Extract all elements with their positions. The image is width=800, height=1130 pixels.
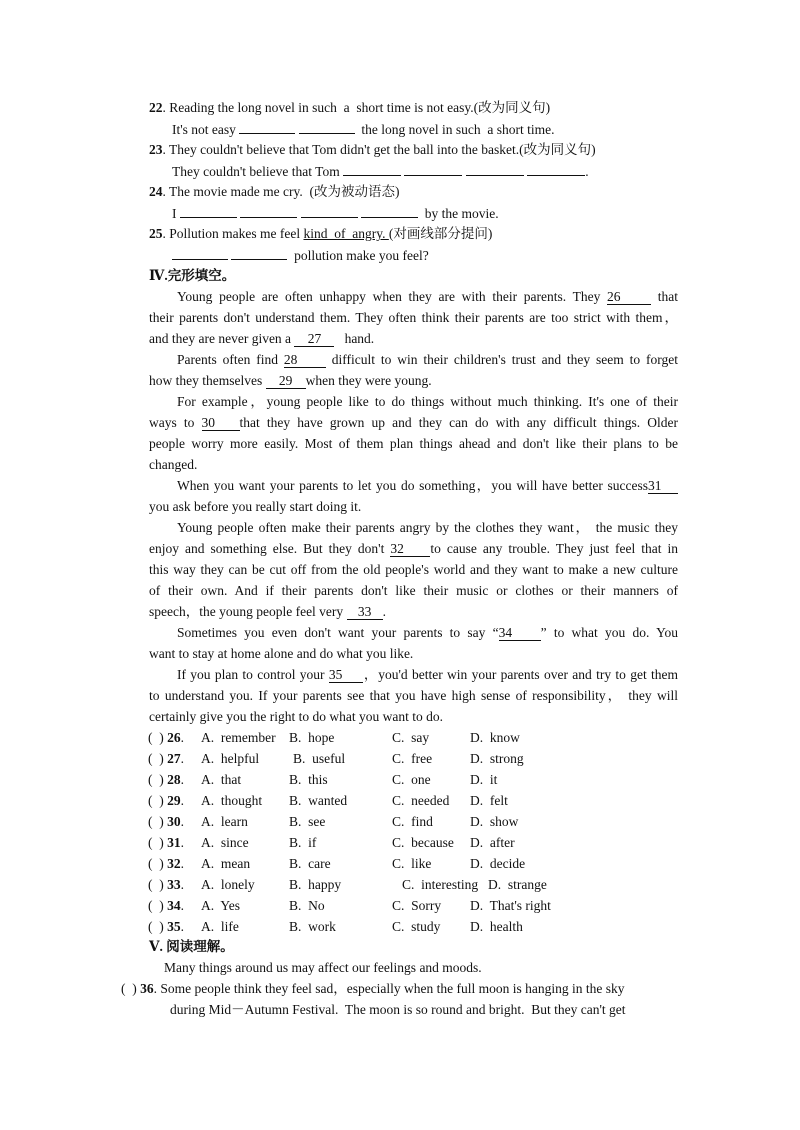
option-d[interactable]: D. strange xyxy=(488,877,547,892)
cloze-gap-30[interactable]: 30 xyxy=(202,416,240,431)
question-36: ( ) 36. Some people think they feel sad，especially when the full moon is hanging in the sky xyxy=(121,981,625,996)
option-d[interactable]: D. after xyxy=(470,835,515,850)
answer-paren[interactable]: ( ) xyxy=(148,772,164,787)
question-number: 28 xyxy=(167,772,181,787)
answer-blank[interactable] xyxy=(466,162,524,176)
option-d[interactable]: D. decide xyxy=(470,856,526,871)
option-row-number: ( ) 32. xyxy=(148,856,184,871)
cloze-line: this way they can be cut off from the old people's world and they want to make a new culture xyxy=(149,562,678,577)
question-number: 24 xyxy=(149,184,163,199)
option-c[interactable]: C. interesting xyxy=(402,877,479,892)
option-row-number: ( ) 30. xyxy=(148,814,184,829)
question-number: 22 xyxy=(149,100,163,115)
cloze-gap-27[interactable]: 27 xyxy=(294,332,334,347)
cloze-gap-29[interactable]: 29 xyxy=(266,374,306,389)
question-number: 23 xyxy=(149,142,163,157)
cloze-gap-26[interactable]: 26 xyxy=(607,290,651,305)
answer-blank[interactable] xyxy=(361,204,418,218)
cloze-gap-32[interactable]: 32 xyxy=(390,542,430,557)
reading-intro: Many things around us may affect our feelings and moods. xyxy=(164,960,482,975)
option-a[interactable]: A. life xyxy=(201,919,239,934)
option-d[interactable]: D. felt xyxy=(470,793,508,808)
option-a[interactable]: A. helpful xyxy=(201,751,260,766)
answer-line-24: I by the movie. xyxy=(172,206,499,221)
question-23 xyxy=(149,141,596,159)
section-title: Ⅴ. 阅读理解。 xyxy=(149,939,234,954)
question-number: 31 xyxy=(167,835,181,850)
cloze-line: When you want your parents to let you do something，you will have better success31 xyxy=(177,477,678,495)
option-b[interactable]: B. No xyxy=(289,898,325,913)
answer-paren[interactable]: ( ) xyxy=(148,877,164,892)
cloze-line: Young people are often unhappy when they are with their parents. They 26 that xyxy=(177,289,678,304)
answer-line-25: pollution make you feel? xyxy=(172,246,429,265)
option-row-number: ( ) 35. xyxy=(148,919,184,934)
option-row-number: ( ) 27. xyxy=(148,751,184,766)
option-b[interactable]: B. wanted xyxy=(289,793,348,808)
answer-blank[interactable] xyxy=(239,120,295,134)
option-b[interactable]: B. this xyxy=(289,772,328,787)
cloze-line: and they are never given a 27 hand. xyxy=(149,331,375,346)
answer-blank[interactable] xyxy=(299,120,355,134)
cloze-line: Young people often make their parents angry by the clothes they want， the music they xyxy=(177,520,678,535)
option-b[interactable]: B. work xyxy=(289,919,336,934)
question-number: 25 xyxy=(149,226,163,241)
answer-paren[interactable]: ( ) xyxy=(148,730,164,745)
option-b[interactable]: B. happy xyxy=(289,877,342,892)
option-a[interactable]: A. mean xyxy=(201,856,251,871)
cloze-line: enjoy and something else. But they don't 32 to cause any trouble. They just feel that in xyxy=(149,541,679,556)
option-b[interactable]: B. care xyxy=(289,856,331,871)
underlined-phrase: kind of angry. xyxy=(303,226,389,241)
answer-blank[interactable] xyxy=(172,246,228,260)
question-24 xyxy=(149,183,399,201)
option-a[interactable]: A. remember xyxy=(201,730,276,745)
option-row-number: ( ) 29. xyxy=(148,793,184,808)
cloze-line: Parents often find 28 difficult to win their children's trust and they seem to forget xyxy=(177,352,679,367)
option-b[interactable]: B. useful xyxy=(293,751,346,766)
answer-blank[interactable] xyxy=(343,162,401,176)
option-c[interactable]: C. like xyxy=(392,856,432,871)
question-text: . The movie made me cry. (改为被动语态) xyxy=(162,184,400,199)
option-d[interactable]: D. it xyxy=(470,772,498,787)
option-row-number: ( ) 33. xyxy=(148,877,184,892)
option-c[interactable]: C. find xyxy=(392,814,433,829)
question-number: 29 xyxy=(167,793,181,808)
option-d[interactable]: D. know xyxy=(470,730,520,745)
question-text: . Reading the long novel in such a short time is not easy.(改为同义句) xyxy=(162,100,551,115)
option-a[interactable]: A. since xyxy=(201,835,249,850)
option-a[interactable]: A. lonely xyxy=(201,877,255,892)
question-number: 30 xyxy=(167,814,181,829)
answer-blank[interactable] xyxy=(231,246,287,260)
cloze-line: For example，young people like to do things without much thinking. It's one of their xyxy=(177,394,678,409)
answer-blank[interactable] xyxy=(527,162,585,176)
option-c[interactable]: C. say xyxy=(392,730,430,745)
cloze-gap-31[interactable]: 31 xyxy=(648,479,678,494)
option-d[interactable]: D. strong xyxy=(470,751,524,766)
option-a[interactable]: A. learn xyxy=(201,814,248,829)
option-row-number: ( ) 26. xyxy=(148,730,184,745)
answer-paren[interactable]: ( ) xyxy=(148,793,164,808)
cloze-line: people worry more easily. Most of them plan things ahead and don't like their plans to be xyxy=(149,436,678,451)
option-b[interactable]: B. see xyxy=(289,814,326,829)
option-a[interactable]: A. that xyxy=(201,772,242,787)
option-c[interactable]: C. Sorry xyxy=(392,898,442,913)
option-row-number: ( ) 31. xyxy=(148,835,184,850)
cloze-line: speech，the young people feel very 33 . xyxy=(149,604,386,619)
cloze-line: how they themselves 29 when they were young. xyxy=(149,373,432,388)
question-22 xyxy=(149,99,550,117)
cloze-line: Sometimes you even don't want your parents to say “34 ” to what you do. You xyxy=(177,625,678,640)
cloze-line: If you plan to control your 35 ，you'd better win your parents over and try to get them xyxy=(177,667,679,682)
cloze-gap-34[interactable]: 34 xyxy=(499,626,541,641)
option-c[interactable]: C. because xyxy=(392,835,454,850)
question-text: . They couldn't believe that Tom didn't get the ball into the basket.(改为同义句) xyxy=(162,142,596,157)
option-a[interactable]: A. Yes xyxy=(201,898,241,913)
cloze-line: ways to 30 that they have grown up and they can do with any difficult things. Older xyxy=(149,415,679,430)
question-25: 25. Pollution makes me feel kind of angry. (对画线部分提问) xyxy=(149,226,493,241)
cloze-line: to understand you. If your parents see that you have high sense of responsibility， they will xyxy=(149,688,678,703)
answer-paren[interactable]: ( ) xyxy=(148,751,164,766)
option-c[interactable]: C. one xyxy=(392,772,431,787)
answer-paren[interactable]: ( ) xyxy=(148,814,164,829)
question-number: 36 xyxy=(140,981,154,996)
answer-paren[interactable]: ( ) xyxy=(121,981,137,996)
answer-line-23: They couldn't believe that Tom . xyxy=(172,164,589,179)
option-c[interactable]: C. needed xyxy=(392,793,450,808)
answer-paren[interactable]: ( ) xyxy=(148,898,164,913)
question-number: 27 xyxy=(167,751,181,766)
option-b[interactable]: B. hope xyxy=(289,730,335,745)
cloze-line: their parents don't understand them. They often think their parents are too strict with them， xyxy=(149,310,678,325)
answer-blank[interactable] xyxy=(180,204,237,218)
answer-paren[interactable]: ( ) xyxy=(148,856,164,871)
cloze-line: you ask before you really start doing it. xyxy=(149,499,362,514)
option-d[interactable]: D. show xyxy=(470,814,519,829)
cloze-gap-33[interactable]: 33 xyxy=(347,605,383,620)
option-row-number: ( ) 34. xyxy=(148,898,184,913)
cloze-gap-35[interactable]: 35 xyxy=(329,668,363,683)
answer-blank[interactable] xyxy=(404,162,462,176)
answer-blank[interactable] xyxy=(240,204,297,218)
question-36-cont: during Mid－Autumn Festival. The moon is so round and bright. But they can't get xyxy=(170,1002,626,1017)
option-row-number: ( ) 28. xyxy=(148,772,184,787)
question-number: 26 xyxy=(167,730,181,745)
option-c[interactable]: C. study xyxy=(392,919,441,934)
cloze-line: want to stay at home alone and do what you like. xyxy=(149,646,414,661)
question-number: 33 xyxy=(167,877,181,892)
cloze-line: of their own. And if their parents don't like their music or clothes or their manners of xyxy=(149,583,678,598)
cloze-gap-28[interactable]: 28 xyxy=(284,353,326,368)
option-b[interactable]: B. if xyxy=(289,835,317,850)
question-number: 35 xyxy=(167,919,181,934)
cloze-line: changed. xyxy=(149,457,198,472)
option-a[interactable]: A. thought xyxy=(201,793,263,808)
answer-blank[interactable] xyxy=(301,204,358,218)
answer-paren[interactable]: ( ) xyxy=(148,835,164,850)
question-number: 34 xyxy=(167,898,181,913)
question-number: 32 xyxy=(167,856,181,871)
answer-line-22: It's not easy the long novel in such a short time. xyxy=(172,122,555,137)
option-d[interactable]: D. That's right xyxy=(470,898,551,913)
answer-paren[interactable]: ( ) xyxy=(148,919,164,934)
section-title: Ⅳ.完形填空。 xyxy=(149,268,236,283)
option-c[interactable]: C. free xyxy=(392,751,433,766)
cloze-line: certainly give you the right to do what you want to do. xyxy=(149,709,443,724)
option-d[interactable]: D. health xyxy=(470,919,523,934)
